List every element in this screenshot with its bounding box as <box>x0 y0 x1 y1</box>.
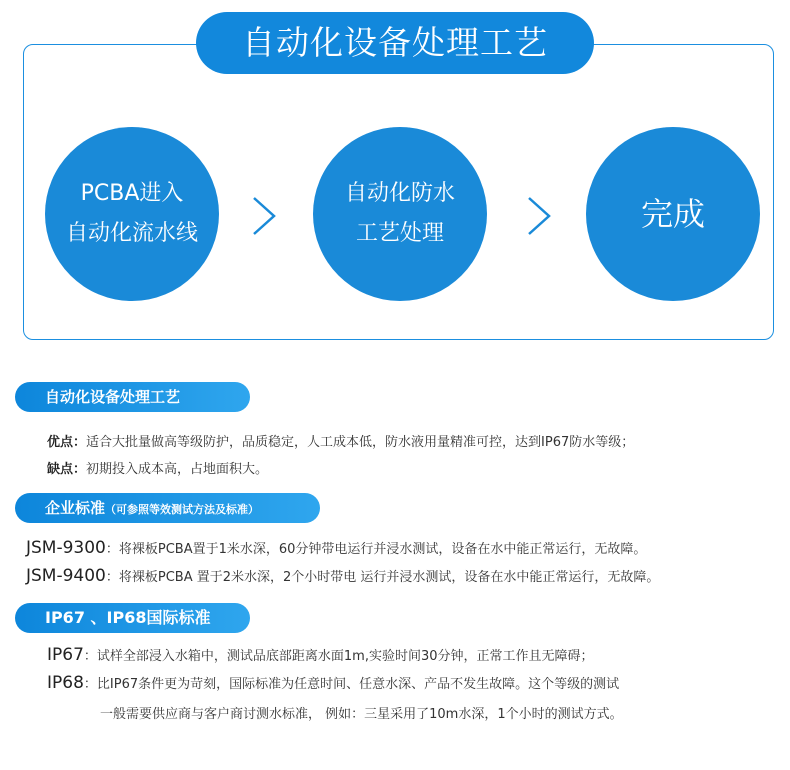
enterprise-title: 企业标准 <box>45 499 106 517</box>
standard-text: ：将裸板PCBA置于1米水深，60分钟带电运行并浸水测试，设备在水中能正常运行，无故障。 <box>105 542 647 557</box>
ip67-row <box>47 645 594 665</box>
step-circle-3 <box>586 127 760 301</box>
step2-line2: 工艺处理 <box>355 221 444 246</box>
cons-text: 初期投入成本高，占地面积大。 <box>86 462 269 477</box>
ip68-text-continued: 一般需要供应商与客户商讨测水标准， 例如：三星采用了10m水深，1个小时的测试方式。 <box>100 707 623 722</box>
ip68-row <box>47 673 619 693</box>
cons-row <box>47 458 268 477</box>
cons-label: 缺点： <box>47 462 87 477</box>
step1-line2: 自动化流水线 <box>65 221 198 246</box>
section-title-ip: IP67 、IP68国际标准 <box>15 603 250 633</box>
standard-row-9300 <box>26 538 646 558</box>
pros-text: 适合大批量做高等级防护，品质稳定，人工成本低，防水液用量精准可控，达到IP67防水等级； <box>86 435 635 450</box>
chevron-right-icon <box>250 196 278 236</box>
ip68-code: IP68 <box>47 673 84 693</box>
standard-row-9400 <box>26 566 659 586</box>
page-title: 自动化设备处理工艺 <box>196 12 594 74</box>
ip68-text: ：比IP67条件更为苛刻，国际标准为任意时间、任意水深、产品不发生故障。这个等级的测试 <box>83 677 620 692</box>
standard-code: JSM-9300 <box>26 538 106 558</box>
enterprise-subtitle: （可参照等效测试方法及标准） <box>105 503 260 516</box>
ip67-code: IP67 <box>47 645 84 665</box>
ip68-row-continued <box>100 703 623 722</box>
section-title-automation: 自动化设备处理工艺 <box>15 382 250 412</box>
pros-row <box>47 431 634 450</box>
step1-line1: PCBA进入 <box>80 181 184 206</box>
ip67-text: ：试样全部浸入水箱中，测试品底部距离水面1m,实验时间30分钟，正常工作且无障碍； <box>83 649 594 664</box>
step-circle-1 <box>45 127 219 301</box>
standard-text: ：将裸板PCBA 置于2米水深，2个小时带电 运行并浸水测试，设备在水中能正常运行，无故障。 <box>105 570 660 585</box>
pros-label: 优点： <box>47 435 87 450</box>
step3-line1: 完成 <box>640 195 705 233</box>
step-circle-2 <box>313 127 487 301</box>
step2-line1: 自动化防水 <box>344 181 455 206</box>
standard-code: JSM-9400 <box>26 566 106 586</box>
section-title-enterprise <box>15 493 320 523</box>
chevron-right-icon <box>525 196 553 236</box>
